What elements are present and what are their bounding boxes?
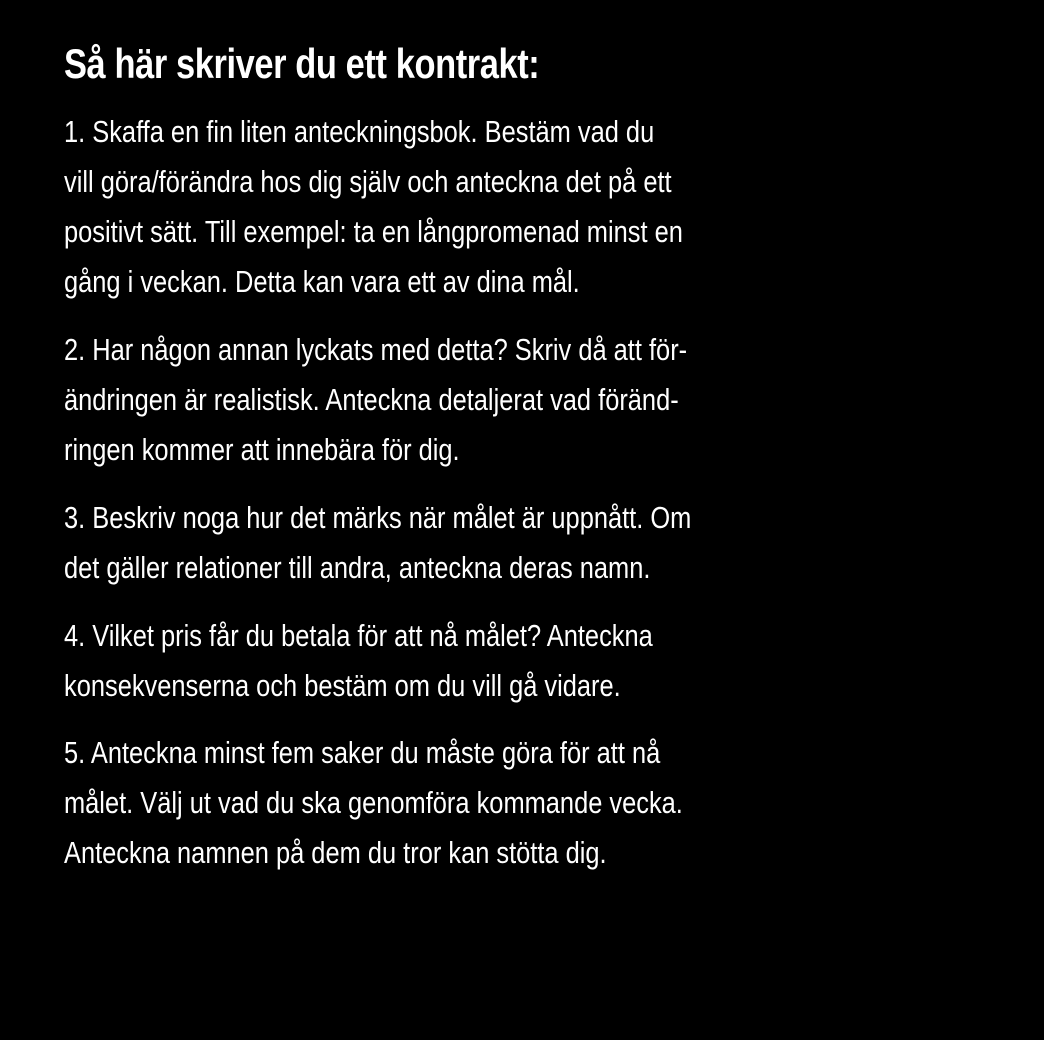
step-3: [64, 493, 994, 593]
step-text-line: ändringen är realistisk. Anteckna detaljerat vad föränd-: [64, 382, 679, 417]
step-text-line: gång i veckan. Detta kan vara ett av dina mål.: [64, 264, 580, 299]
step-text-line: konsekvenserna och bestäm om du vill gå vidare.: [64, 668, 621, 703]
step-text-line: positivt sätt. Till exempel: ta en långpromenad minst en: [64, 214, 683, 249]
step-5: [64, 728, 994, 878]
step-text-line: vill göra/förändra hos dig själv och anteckna det på ett: [64, 164, 672, 199]
step-2: [64, 325, 994, 475]
step-text-line: 2. Har någon annan lyckats med detta? Skriv då att för-: [64, 332, 688, 367]
document-page: [64, 0, 994, 1040]
step-text-line: Anteckna namnen på dem du tror kan stötta dig.: [64, 835, 607, 870]
step-4: [64, 611, 994, 711]
step-text-line: 4. Vilket pris får du betala för att nå målet? Anteckna: [64, 618, 653, 653]
step-text-line: det gäller relationer till andra, anteckna deras namn.: [64, 550, 651, 585]
step-text-line: målet. Välj ut vad du ska genomföra kommande vecka.: [64, 785, 683, 820]
step-text-line: 5. Anteckna minst fem saker du måste göra för att nå: [64, 735, 661, 770]
step-text-line: ringen kommer att innebära för dig.: [64, 432, 460, 467]
step-1: [64, 107, 994, 307]
step-text-line: 3. Beskriv noga hur det märks när målet är uppnått. Om: [64, 500, 692, 535]
page-title: Så här skriver du ett kontrakt:: [64, 40, 540, 87]
step-text-line: 1. Skaffa en fin liten anteckningsbok. Bestäm vad du: [64, 114, 655, 149]
